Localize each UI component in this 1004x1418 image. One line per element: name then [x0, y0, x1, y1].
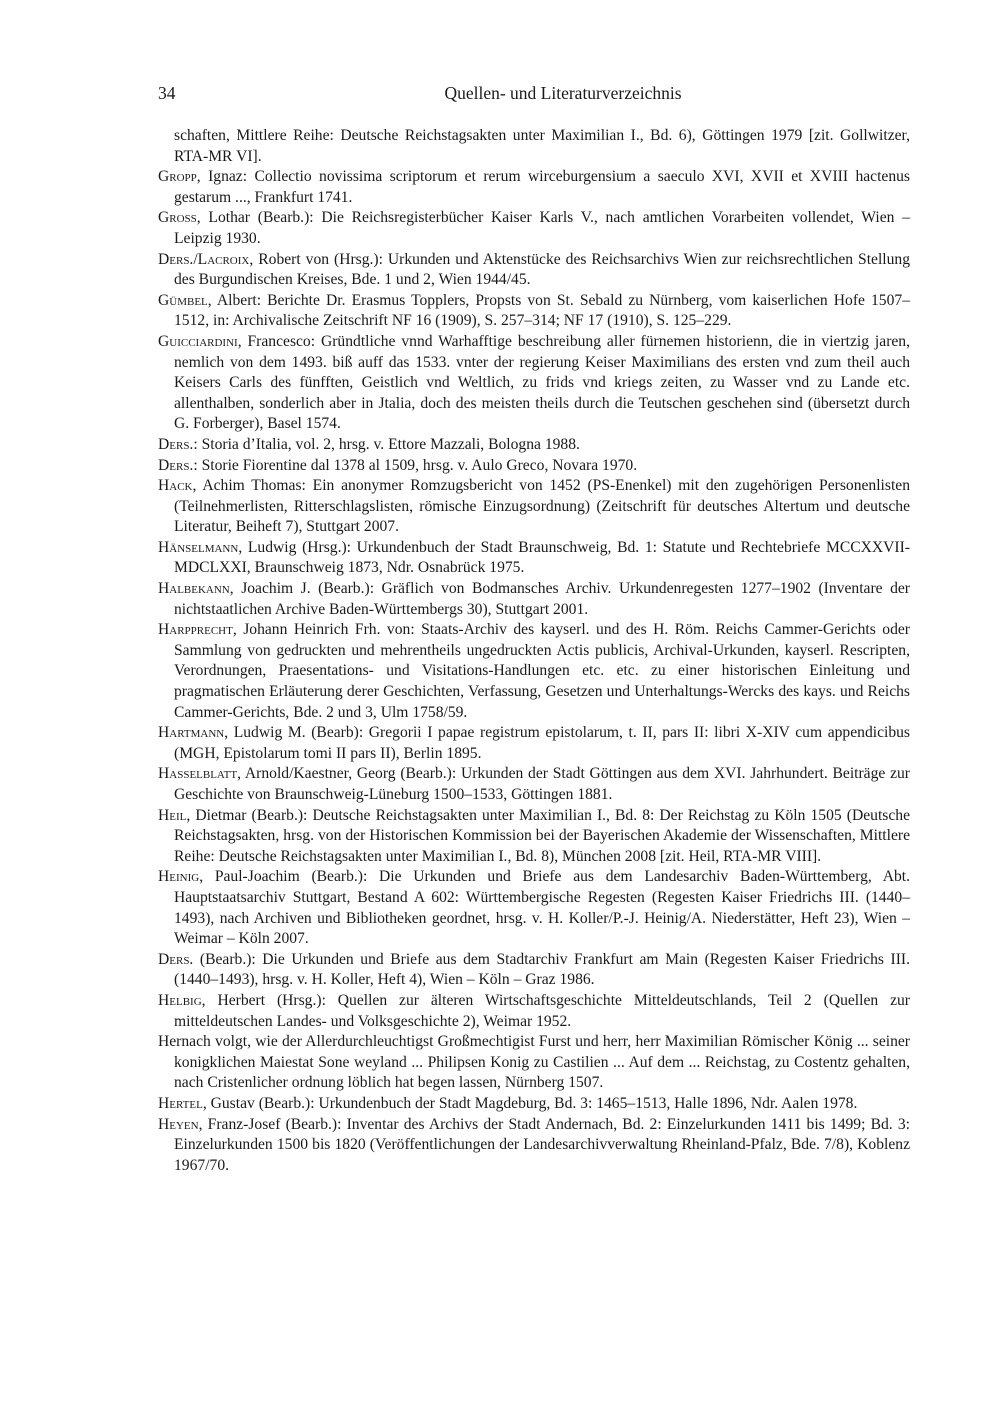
- page-number: 34: [158, 83, 176, 103]
- bibliography-entry: [158, 456, 910, 477]
- entry-text: , Albert: Berichte Dr. Erasmus Topplers, Propsts von St. Sebald zu Nürnberg, vom kaiserlichen Hofe 1507–1512, in: Archivalische Zeitschrift NF 16 (1909), S. 257–314; NF 17 (1910), S. 125–229.: [174, 291, 910, 330]
- entry-author: Hack: [158, 477, 193, 495]
- bibliography-entry: [158, 867, 910, 949]
- entry-text: , Gustav (Bearb.): Urkundenbuch der Stadt Magdeburg, Bd. 3: 1465–1513, Halle 1896, Ndr. Aalen 1978.: [202, 1094, 858, 1112]
- bibliography-entry: [158, 126, 910, 167]
- entry-text: , Achim Thomas: Ein anonymer Romzugsbericht von 1452 (PS-Enenkel) mit den zugehörigen Personenlisten (Teilnehmerlisten, Ritterschlagslisten, römische Einzugsordnung) (Zeitschrift für deutsches Altertum und deutsche Literatur, Beiheft 7), Stuttgart 2007.: [174, 477, 910, 536]
- entry-text: : Storie Fiorentine dal 1378 al 1509, hrsg. v. Aulo Greco, Novara 1970.: [193, 456, 638, 474]
- entry-author: Hasselblatt: [158, 765, 238, 783]
- entry-author: Hänselmann: [158, 538, 239, 556]
- entry-author: Ders.: [158, 950, 194, 968]
- entry-text: , Herbert (Hrsg.): Quellen zur älteren Wirtschaftsgeschichte Mitteldeutschlands, Teil 2 (Quellen zur mitteldeutschen Landes- und Volksgeschichte 2), Weimar 1952.: [174, 991, 910, 1030]
- entry-text: schaften, Mittlere Reihe: Deutsche Reichstagsakten unter Maximilian I., Bd. 6), Göttingen 1979 [zit. Gollwitzer, RTA-MR VI].: [174, 127, 910, 165]
- entry-author: Ders./Lacroix: [158, 250, 250, 268]
- bibliography-entry: [158, 167, 910, 208]
- entry-text: , Arnold/Kaestner, Georg (Bearb.): Urkunden der Stadt Göttingen aus dem XVI. Jahrhundert. Beiträge zur Geschichte von Braunschweig-Lüneburg 1500–1533, Göttingen 1881.: [174, 765, 910, 803]
- entry-author: Guicciardini: [158, 332, 238, 350]
- entry-author: Halbekann: [158, 580, 230, 598]
- entry-text: , Joachim J. (Bearb.): Gräflich von Bodmansches Archiv. Urkundenregesten 1277–1902 (Inventare der nichtstaatlichen Archive Baden-Württembergs 30), Stuttgart 2001.: [174, 580, 910, 618]
- entry-text: , Lothar (Bearb.): Die Reichsregisterbücher Kaiser Karls V., nach amtlichen Vorarbeiten vollendet, Wien – Leipzig 1930.: [174, 209, 910, 247]
- entry-text: , Robert von (Hrsg.): Urkunden und Aktenstücke des Reichsarchivs Wien zur reichsrechtlichen Stellung des Burgundischen Kreises, Bde. 1 und 2, Wien 1944/45.: [174, 250, 910, 289]
- entry-author: Heyen: [158, 1115, 199, 1133]
- bibliography-entry: [158, 991, 910, 1032]
- bibliography-page: [158, 78, 910, 1176]
- entry-author: Ders.: [158, 435, 194, 453]
- entry-author: Gümbel: [158, 291, 208, 309]
- entry-text: (Bearb.): Die Urkunden und Briefe aus dem Stadtarchiv Frankfurt am Main (Regesten Kaiser Friedrichs III. (1440–1493), hrsg. v. H. Koller, Heft 4), Wien – Köln – Graz 1986.: [174, 950, 910, 989]
- bibliography-entry: [158, 538, 910, 579]
- entry-text: , Ludwig M. (Bearb): Gregorii I papae registrum epistolarum, t. II, pars II: libri X-XIV cum appendicibus (MGH, Epistolarum tomi II pars II), Berlin 1895.: [174, 724, 910, 762]
- bibliography-entry: [158, 208, 910, 249]
- entry-text: , Dietmar (Bearb.): Deutsche Reichstagsakten unter Maximilian I., Bd. 8: Der Reichstag zu Köln 1505 (Deutsche Reichstagsakten, hrsg. von der Historischen Kommission bei der Bayerischen Akademie der Wissenschaften, Mittlere Reihe: Deutsche Reichstagsakten unter Maximilian I., Bd. 8), München 2008 [zit. Heil, RTA-MR VIII].: [174, 806, 910, 865]
- bibliography-entry: [158, 476, 910, 538]
- entry-text: , Ludwig (Hrsg.): Urkundenbuch der Stadt Braunschweig, Bd. 1: Statute und Rechtebriefe MCCXXVII-MDCLXXI, Braunschweig 1873, Ndr. Osnabrück 1975.: [174, 538, 910, 577]
- bibliography-entry: [158, 723, 910, 764]
- running-title: Quellen- und Literaturverzeichnis: [444, 83, 682, 103]
- entry-author: Helbig: [158, 991, 202, 1009]
- bibliography-entry: [158, 250, 910, 291]
- bibliography-entry: [158, 806, 910, 868]
- running-head: [158, 78, 910, 108]
- bibliography-entry: [158, 1032, 910, 1094]
- entry-text: : Storia d’Italia, vol. 2, hrsg. v. Ettore Mazzali, Bologna 1988.: [193, 435, 580, 453]
- entry-text: , Ignaz: Collectio novissima scriptorum et rerum wirceburgensium a saeculo XVI, XVII et XVIII hactenus gestarum ..., Frankfurt 1741.: [174, 168, 910, 206]
- entry-text: , Paul-Joachim (Bearb.): Die Urkunden und Briefe aus dem Landesarchiv Baden-Württemberg, Abt. Hauptstaatsarchiv Stuttgart, Bestand A 602: Württembergische Regesten (Regesten Kaiser Friedrichs III. (1440–1493), nach Archiven und Bibliotheken geordnet, hrsg. v. H. Koller/P.-J. Heinig/A. Niederstätter, Heft 23), Wien – Weimar – Köln 2007.: [174, 868, 910, 948]
- entry-text: , Francesco: Gründtliche vnnd Warhafftige beschreibung aller fürnemen historienn, die in viertzig jaren, nemlich von dem 1493. biß auff das 1533. vnter der regierung Keiser Maximilians des ersten vnd zum theil auch Keisers Carls des fünfften, Geistlich vnd Weltlich, zu frids vnd kriegs zeiten, zu Wasser vnd zu Lande etc. allenthalben, sonderlich aber in Jtalia, doch des meisten theils durch die Teutschen geschehen sind (übersetzt durch G. Forberger), Basel 1574.: [174, 332, 910, 433]
- bibliography-list: [158, 126, 910, 1176]
- bibliography-entry: [158, 950, 910, 991]
- entry-text: Hernach volgt, wie der Allerdurchleuchtigst Großmechtigist Furst und herr, herr Maximilian Römischer König ... seiner konigklichen Maiestat Sone weyland ... Philipsen Konig zu Castilien ... Auf dem ... Reichstag, zu Costentz gehalten, nach Cristenlicher ordnung löblich hat begen lassen, Nürnberg 1507.: [158, 1033, 910, 1092]
- bibliography-entry: [158, 764, 910, 805]
- entry-author: Ders.: [158, 456, 194, 474]
- entry-author: Heinig: [158, 868, 200, 886]
- entry-text: , Johann Heinrich Frh. von: Staats-Archiv des kayserl. und des H. Röm. Reichs Cammer-Gerichts oder Sammlung von gedruckten und mehrentheils ungedruckten Actis publicis, Archival-Urkunden, kayserl. Rescripten, Verordnungen, Praesentations- und Visitations-Handlungen etc. etc. zu einer historischen Einleitung und pragmatischen Erläuterung derer Geschichten, Verfassung, Gesetzen und Unterhaltungs-Wercks des kays. und Reichs Cammer-Gerichts, Bde. 2 und 3, Ulm 1758/59.: [174, 621, 910, 721]
- entry-author: Hartmann: [158, 724, 225, 742]
- bibliography-entry: [158, 332, 910, 435]
- bibliography-entry: [158, 1115, 910, 1177]
- entry-author: Harpprecht: [158, 621, 233, 639]
- entry-author: Heil: [158, 806, 187, 824]
- entry-text: , Franz-Josef (Bearb.): Inventar des Archivs der Stadt Andernach, Bd. 2: Einzelurkunden 1411 bis 1499; Bd. 3: Einzelurkunden 1500 bis 1820 (Veröffentlichungen der Landesarchivverwaltung Rheinland-Pfalz, Bde. 7/8), Koblenz 1967/70.: [174, 1115, 910, 1174]
- entry-author: Hertel: [158, 1094, 203, 1112]
- bibliography-entry: [158, 1094, 910, 1115]
- entry-author: Gropp: [158, 168, 197, 186]
- bibliography-entry: [158, 291, 910, 332]
- bibliography-entry: [158, 620, 910, 723]
- bibliography-entry: [158, 579, 910, 620]
- entry-author: Gross: [158, 209, 197, 227]
- bibliography-entry: [158, 435, 910, 456]
